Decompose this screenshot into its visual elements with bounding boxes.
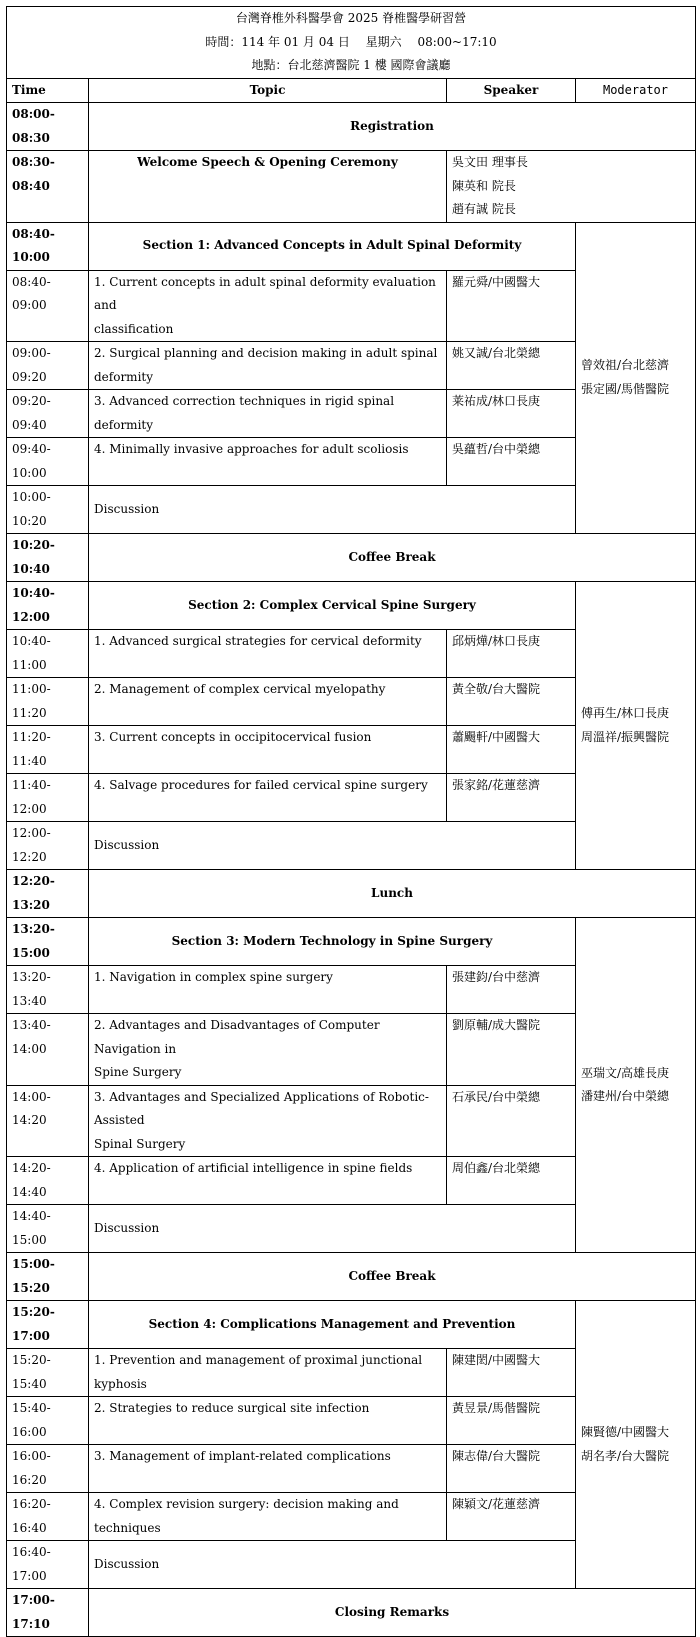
talk-topic-line: 3. Management of implant-related complications — [94, 1449, 391, 1463]
section-time: 13:20-15:00 — [7, 918, 89, 966]
opening-speaker: 趙有誠 院長 — [452, 202, 516, 216]
moderator-name: 周溫祥/振興醫院 — [581, 729, 670, 744]
discussion-time: 14:40-15:00 — [7, 1205, 89, 1253]
agenda-table — [6, 6, 696, 1637]
agenda-date-time: 時間：114 年 01 月 04 日 星期六 08:00~17:10 — [205, 34, 497, 49]
talk-time: 10:40-11:00 — [7, 630, 89, 678]
break-row — [7, 870, 696, 918]
talk-topic-line: deformity — [94, 369, 154, 384]
talk-speaker: 黃昱景/馬偕醫院 — [447, 1397, 576, 1445]
talk-topic — [89, 1014, 447, 1086]
talk-topic-line: 2. Surgical planning and decision making in adult spinal — [94, 346, 438, 360]
talk-time: 11:40-12:00 — [7, 774, 89, 822]
discussion-time: 10:00-10:20 — [7, 486, 89, 534]
talk-time: 09:00-09:20 — [7, 342, 89, 390]
talk-speaker: 劉原輔/成大醫院 — [447, 1014, 576, 1086]
moderator-name: 陳賢德/中國醫大 — [581, 1425, 670, 1439]
moderator-name: 巫瑞文/高雄長庚 — [581, 1065, 670, 1080]
registration-label: Registration — [89, 103, 696, 151]
talk-speaker: 石承民/台中榮總 — [447, 1085, 576, 1157]
talk-speaker: 陳穎文/花蓮慈濟 — [447, 1493, 576, 1541]
section-time: 10:40-12:00 — [7, 582, 89, 630]
opening-speaker: 陳英和 院長 — [452, 178, 516, 193]
talk-time: 13:20-13:40 — [7, 966, 89, 1014]
talk-topic-line: 4. Application of artificial intelligence in spine fields — [94, 1161, 413, 1175]
talk-topic — [89, 630, 447, 678]
section-title-row — [7, 1301, 696, 1349]
talk-speaker: 周伯鑫/台北榮總 — [447, 1157, 576, 1205]
talk-topic — [89, 342, 447, 390]
closing-row — [7, 1589, 696, 1637]
talk-topic-line: 4. Complex revision surgery: decision making and techniques — [94, 1497, 399, 1535]
break-row — [7, 1253, 696, 1301]
talk-time: 15:40-16:00 — [7, 1397, 89, 1445]
talk-topic-line: 3. Advantages and Specialized Applications of Robotic-Assisted — [94, 1089, 429, 1127]
talk-time: 16:20-16:40 — [7, 1493, 89, 1541]
talk-topic-line: 2. Management of complex cervical myelopathy — [94, 682, 386, 696]
talk-time: 14:00-14:20 — [7, 1085, 89, 1157]
talk-topic-line: 1. Advanced surgical strategies for cervical deformity — [94, 634, 422, 648]
talk-topic-line: 1. Current concepts in adult spinal deformity evaluation and — [94, 274, 436, 312]
talk-topic-line: 3. Advanced correction techniques in rigid spinal deformity — [94, 394, 395, 432]
section-title: Section 4: Complications Management and Prevention — [89, 1301, 576, 1349]
moderator-name: 潘建州/台中榮總 — [581, 1089, 670, 1103]
moderator-name: 胡名孝/台大醫院 — [581, 1448, 670, 1463]
talk-topic-line: 2. Strategies to reduce surgical site infection — [94, 1401, 370, 1415]
talk-topic-line: 4. Salvage procedures for failed cervical spine surgery — [94, 778, 428, 792]
talk-topic-line: Spinal Surgery — [94, 1136, 186, 1151]
moderator-name: 張定國/馬偕醫院 — [581, 381, 670, 396]
talk-time: 09:40-10:00 — [7, 438, 89, 486]
talk-topic — [89, 726, 447, 774]
talk-topic — [89, 1445, 447, 1493]
section-title-row — [7, 918, 696, 966]
talk-topic-line: 3. Current concepts in occipitocervical fusion — [94, 730, 372, 744]
talk-time: 11:00-11:20 — [7, 678, 89, 726]
talk-speaker: 姚又誠/台北榮總 — [447, 342, 576, 390]
break-label: Coffee Break — [89, 1253, 696, 1301]
break-row — [7, 534, 696, 582]
section-moderators — [576, 1301, 696, 1589]
talk-topic — [89, 1157, 447, 1205]
break-label: Coffee Break — [89, 534, 696, 582]
agenda-header — [7, 7, 696, 79]
opening-label: Welcome Speech & Opening Ceremony — [89, 151, 447, 223]
closing-label: Closing Remarks — [89, 1589, 696, 1637]
section-title: Section 3: Modern Technology in Spine Surgery — [89, 918, 576, 966]
talk-speaker: 黃全敬/台大醫院 — [447, 678, 576, 726]
talk-topic-line: 1. Navigation in complex spine surgery — [94, 970, 333, 984]
registration-row — [7, 103, 696, 151]
talk-topic — [89, 1349, 447, 1397]
moderator-name: 傅再生/林口長庚 — [581, 706, 670, 720]
talk-topic — [89, 1493, 447, 1541]
talk-time: 09:20-09:40 — [7, 390, 89, 438]
discussion-time: 12:00-12:20 — [7, 822, 89, 870]
talk-time: 11:20-11:40 — [7, 726, 89, 774]
talk-speaker: 羅元舜/中國醫大 — [447, 270, 576, 342]
column-header-time: Time — [7, 78, 89, 103]
discussion-time: 16:40-17:00 — [7, 1541, 89, 1589]
closing-time: 17:00-17:10 — [7, 1589, 89, 1637]
talk-time: 15:20-15:40 — [7, 1349, 89, 1397]
talk-topic — [89, 1085, 447, 1157]
talk-time: 13:40-14:00 — [7, 1014, 89, 1086]
talk-topic-line: Spine Surgery — [94, 1065, 182, 1079]
section-title: Section 1: Advanced Concepts in Adult Spinal Deformity — [89, 222, 576, 270]
agenda-venue: 地點：台北慈濟醫院 1 樓 國際會議廳 — [251, 58, 451, 72]
talk-speaker: 張家銘/花蓮慈濟 — [447, 774, 576, 822]
section-time: 15:20-17:00 — [7, 1301, 89, 1349]
section-title: Section 2: Complex Cervical Spine Surgery — [89, 582, 576, 630]
talk-topic — [89, 390, 447, 438]
column-header-row — [7, 78, 696, 103]
talk-speaker: 莱祐成/林口長庚 — [447, 390, 576, 438]
break-label: Lunch — [89, 870, 696, 918]
talk-time: 08:40-09:00 — [7, 270, 89, 342]
column-header-speaker: Speaker — [447, 78, 576, 103]
talk-speaker: 陳建閎/中國醫大 — [447, 1349, 576, 1397]
talk-speaker: 蕭颺軒/中國醫大 — [447, 726, 576, 774]
talk-speaker: 邱炳燁/林口長庚 — [447, 630, 576, 678]
section-title-row — [7, 222, 696, 270]
talk-topic-line: 1. Prevention and management of proximal junctional kyphosis — [94, 1353, 423, 1391]
talk-topic — [89, 678, 447, 726]
break-time: 12:20-13:20 — [7, 870, 89, 918]
talk-time: 16:00-16:20 — [7, 1445, 89, 1493]
talk-speaker: 吳蘊哲/台中榮總 — [447, 438, 576, 486]
talk-topic — [89, 774, 447, 822]
opening-speakers — [447, 151, 696, 223]
talk-topic — [89, 966, 447, 1014]
talk-topic-line: 4. Minimally invasive approaches for adult scoliosis — [94, 442, 409, 456]
talk-time: 14:20-14:40 — [7, 1157, 89, 1205]
discussion-label: Discussion — [89, 486, 576, 534]
column-header-topic: Topic — [89, 78, 447, 103]
break-time: 15:00-15:20 — [7, 1253, 89, 1301]
talk-topic-line: classification — [94, 321, 174, 336]
opening-row — [7, 151, 696, 223]
break-time: 10:20-10:40 — [7, 534, 89, 582]
column-header-moderator: Moderator — [576, 78, 696, 103]
moderator-name: 曾效祖/台北慈濟 — [581, 358, 670, 373]
opening-speaker: 吳文田 理事長 — [452, 155, 528, 169]
talk-topic-line: 2. Advantages and Disadvantages of Computer Navigation in — [94, 1018, 380, 1056]
section-title-row — [7, 582, 696, 630]
section-moderators — [576, 918, 696, 1253]
talk-topic — [89, 1397, 447, 1445]
talk-topic — [89, 438, 447, 486]
opening-time: 08:30-08:40 — [7, 151, 89, 223]
talk-speaker: 張建鈞/台中慈濟 — [447, 966, 576, 1014]
section-moderators — [576, 222, 696, 534]
registration-time: 08:00-08:30 — [7, 103, 89, 151]
agenda-header-row — [7, 7, 696, 79]
talk-topic — [89, 270, 447, 342]
agenda-title: 台灣脊椎外科醫學會 2025 脊椎醫學研習營 — [235, 11, 467, 25]
talk-speaker: 陳志偉/台大醫院 — [447, 1445, 576, 1493]
discussion-label: Discussion — [89, 822, 576, 870]
discussion-label: Discussion — [89, 1541, 576, 1589]
section-moderators — [576, 582, 696, 870]
section-time: 08:40-10:00 — [7, 222, 89, 270]
discussion-label: Discussion — [89, 1205, 576, 1253]
